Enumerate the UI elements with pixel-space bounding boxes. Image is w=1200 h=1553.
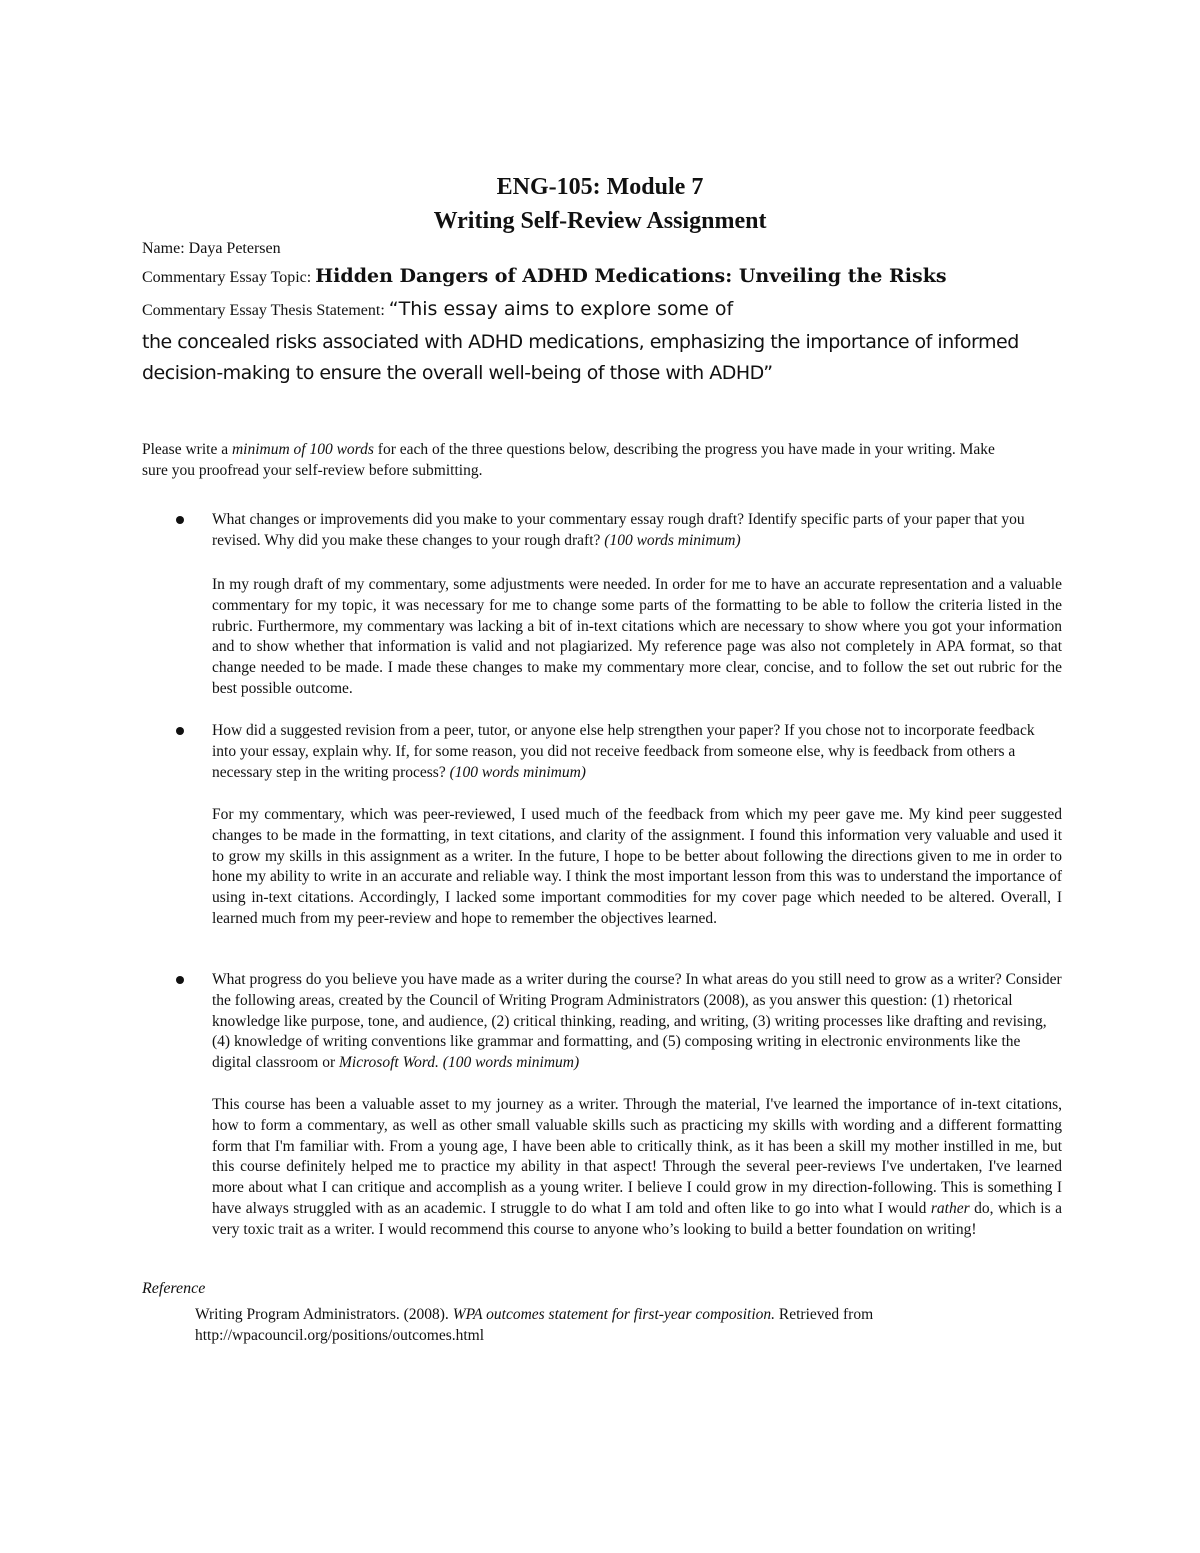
question-1 bbox=[212, 510, 1062, 552]
question-3-emphasis: Microsoft Word bbox=[339, 1054, 436, 1072]
question-2-text: How did a suggested revision from a peer, tutor, or anyone else help strengthen your paper? If you chose not to incorporate feedback into your essay, explain why. If, for some reason, you did not receive feedback from someone else, why is feedback from others a necessary step in the writing process? bbox=[212, 722, 1035, 781]
question-3 bbox=[212, 970, 1062, 1074]
question-1-minimum: (100 words minimum) bbox=[604, 531, 741, 549]
bullet-icon bbox=[176, 976, 184, 984]
question-3-text: What progress do you believe you have made as a writer during the course? In what areas do you still need to grow as a writer? Consider the following areas, created by the Council of Writing Program Administrators (2008), as you answer this question: (1) rhetorical knowledge like purpose, tone, and audience, (2) critical thinking, reading, and writing, (3) writing processes like drafting and revising, (4) knowledge of writing conventions like grammar and formatting, and (5) composing writing in electronic environments like the digital classroom or bbox=[212, 971, 1062, 1072]
reference-heading: Reference bbox=[142, 1280, 206, 1297]
thesis-label: Commentary Essay Thesis Statement: bbox=[142, 302, 389, 319]
name-line bbox=[142, 240, 281, 258]
topic-line bbox=[142, 265, 947, 287]
name-label: Name: bbox=[142, 240, 189, 257]
answer-3 bbox=[212, 1095, 1062, 1241]
reference-url[interactable]: http://wpacouncil.org/positions/outcomes.html bbox=[195, 1327, 485, 1344]
topic-label: Commentary Essay Topic: bbox=[142, 269, 316, 286]
answer-2: For my commentary, which was peer-reviewed, I used much of the feedback from which my peer gave me. My kind peer suggested changes to be made in the formatting, in text citations, and clarity of the assignment. I found this information very valuable and used it to grow my skills in this assignment as a writer. In the future, I hope to be better about following the directions given to me in order to hone my ability to write in an accurate and reliable way. I think the most important lesson from this was to understand the importance of using in-text citations. Accordingly, I lacked some important commodities for my cover page which needed to be altered. Overall, I learned much from my peer-review and hope to remember the objectives learned. bbox=[212, 806, 1062, 927]
reference-work: WPA outcomes statement for first-year composition. bbox=[452, 1306, 776, 1323]
reference-entry bbox=[195, 1304, 1025, 1346]
question-3-minimum: (100 words minimum) bbox=[442, 1054, 580, 1072]
answer-3-before: This course has been a valuable asset to my journey as a writer. Through the material, I've learned the importance of in-text citations, how to form a commentary, as well as other small valuable skills such as practicing my skills with wording and a different formatting form that I'm familiar with. From a young age, I have been able to critically think, as it has been a skill my mother instilled in me, but this course definitely helped me to practice my ability in that aspect! Through the several peer-reviews I've undertaken, I've learned more about what I can critique and accomplish as a young writer. I believe I could grow in my direction-following. This is something I have always struggled with as an academic. I struggle to do what I am told and often like to go into what I would bbox=[212, 1096, 1062, 1217]
answer-3-emphasis: rather bbox=[930, 1199, 970, 1217]
topic-value: Hidden Dangers of ADHD Medications: Unveiling the Risks bbox=[315, 265, 947, 287]
instructions bbox=[142, 440, 1022, 482]
question-2-minimum: (100 words minimum) bbox=[449, 763, 586, 781]
bullet-icon bbox=[176, 727, 184, 735]
instructions-emphasis: minimum of 100 words bbox=[231, 441, 374, 458]
bullet-icon bbox=[176, 516, 184, 524]
thesis-first-line: “This essay aims to explore some of bbox=[388, 298, 734, 320]
answer-3-after: do, which is a very toxic trait as a writer. I would recommend this course to anyone who’s looking to build a better foundation on writing! bbox=[212, 1199, 1062, 1238]
question-3-mid: . bbox=[435, 1054, 443, 1072]
thesis-line bbox=[142, 298, 733, 320]
thesis-continuation: the concealed risks associated with ADHD medications, emphasizing the importance of informed decision-making to ensure the overall well-being of those with ADHD” bbox=[142, 331, 1019, 384]
reference-author: Writing Program Administrators. (2008). bbox=[195, 1306, 453, 1323]
question-1-text: What changes or improvements did you make to your commentary essay rough draft? Identify specific parts of your paper that you revised. Why did you make these changes to your rough draft? bbox=[212, 511, 1025, 549]
instructions-before: Please write a bbox=[142, 441, 232, 458]
document-subtitle: Writing Self-Review Assignment bbox=[433, 208, 767, 234]
instructions-after: for each of the three questions below, describing the progress you have made in your writing. Make sure you proofread your self-review before submitting. bbox=[142, 441, 995, 479]
document-title: ENG-105: Module 7 bbox=[496, 174, 704, 200]
reference-retrieved: Retrieved from bbox=[775, 1306, 874, 1323]
answer-1: In my rough draft of my commentary, some adjustments were needed. In order for me to have an accurate representation and a valuable commentary for my topic, it was necessary for me to change some parts of the formatting to be able to follow the criteria listed in the rubric. Furthermore, my commentary was lacking a bit of in-text citations which are necessary to show where you got your information and to show whether that information is valid and not plagiarized. My reference page was also not completely in APA format, so that change needed to be made. I made these changes to make my commentary more clear, concise, and to follow the set out rubric for the best possible outcome. bbox=[212, 576, 1062, 697]
question-2 bbox=[212, 721, 1062, 783]
name-value: Daya Petersen bbox=[188, 240, 281, 257]
